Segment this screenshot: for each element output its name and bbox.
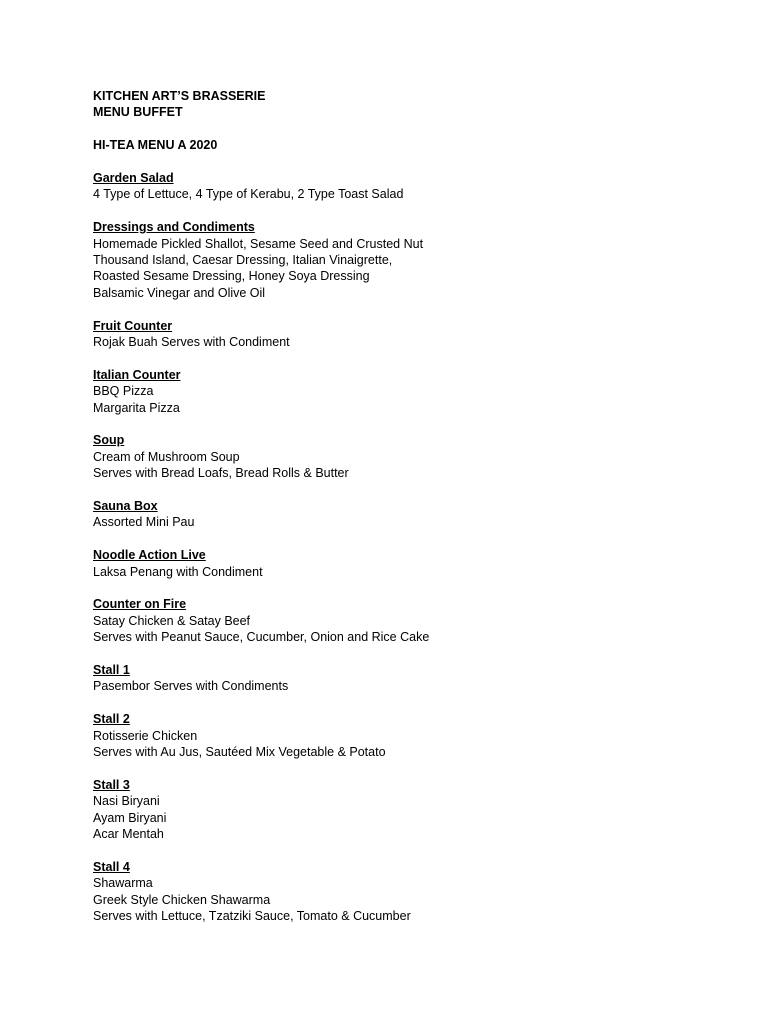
menu-item: Laksa Penang with Condiment xyxy=(93,564,263,579)
menu-section xyxy=(93,859,693,925)
menu-item: Cream of Mushroom Soup xyxy=(93,449,240,464)
menu-item: Balsamic Vinegar and Olive Oil xyxy=(93,285,266,300)
menu-item: Greek Style Chicken Shawarma xyxy=(93,892,271,907)
restaurant-name: KITCHEN ART’S BRASSERIE xyxy=(93,89,266,103)
menu-header xyxy=(93,88,693,121)
menu-content xyxy=(93,88,693,941)
menu-section xyxy=(93,711,693,760)
menu-item: Acar Mentah xyxy=(93,827,164,842)
section-title: Stall 3 xyxy=(93,777,130,792)
section-title: Stall 4 xyxy=(93,859,130,874)
menu-section xyxy=(93,318,693,351)
menu-section xyxy=(93,547,693,580)
menu-section xyxy=(93,662,693,695)
menu-section xyxy=(93,777,693,843)
menu-section xyxy=(93,596,693,645)
section-title: Italian Counter xyxy=(93,367,181,382)
menu-subtitle: MENU BUFFET xyxy=(93,105,183,120)
menu-item: Nasi Biryani xyxy=(93,794,160,809)
section-title: Sauna Box xyxy=(93,499,158,514)
menu-item: BBQ Pizza xyxy=(93,384,154,399)
menu-item: Shawarma xyxy=(93,876,153,891)
menu-item: Ayam Biryani xyxy=(93,810,167,825)
section-title: Soup xyxy=(93,433,125,448)
section-title: Stall 1 xyxy=(93,663,130,678)
menu-title-block xyxy=(93,137,693,153)
menu-item: 4 Type of Lettuce, 4 Type of Kerabu, 2 Type Toast Salad xyxy=(93,187,404,202)
menu-section xyxy=(93,498,693,531)
menu-section xyxy=(93,219,693,301)
menu-item: Rojak Buah Serves with Condiment xyxy=(93,335,290,350)
menu-item: Serves with Lettuce, Tzatziki Sauce, Tomato & Cucumber xyxy=(93,909,411,924)
section-title: Counter on Fire xyxy=(93,597,187,612)
menu-title: HI-TEA MENU A 2020 xyxy=(93,138,218,153)
menu-item: Serves with Bread Loafs, Bread Rolls & Butter xyxy=(93,466,349,481)
menu-item: Satay Chicken & Satay Beef xyxy=(93,613,251,628)
menu-item: Pasembor Serves with Condiments xyxy=(93,679,289,694)
section-title: Noodle Action Live xyxy=(93,548,206,563)
menu-item: Serves with Peanut Sauce, Cucumber, Onion and Rice Cake xyxy=(93,630,430,645)
menu-item: Rotisserie Chicken xyxy=(93,728,198,743)
section-title: Fruit Counter xyxy=(93,318,173,333)
menu-sections xyxy=(93,170,693,925)
menu-item: Assorted Mini Pau xyxy=(93,515,195,530)
menu-section xyxy=(93,432,693,481)
section-title: Garden Salad xyxy=(93,171,174,185)
menu-section xyxy=(93,367,693,416)
menu-item: Homemade Pickled Shallot, Sesame Seed and Crusted Nut xyxy=(93,236,424,251)
section-title: Dressings and Condiments xyxy=(93,220,255,235)
menu-item: Roasted Sesame Dressing, Honey Soya Dressing xyxy=(93,269,370,284)
menu-item: Thousand Island, Caesar Dressing, Italian Vinaigrette, xyxy=(93,253,393,268)
menu-item: Margarita Pizza xyxy=(93,400,180,415)
section-title: Stall 2 xyxy=(93,712,130,727)
menu-section xyxy=(93,170,693,203)
menu-item: Serves with Au Jus, Sautéed Mix Vegetable & Potato xyxy=(93,745,386,760)
